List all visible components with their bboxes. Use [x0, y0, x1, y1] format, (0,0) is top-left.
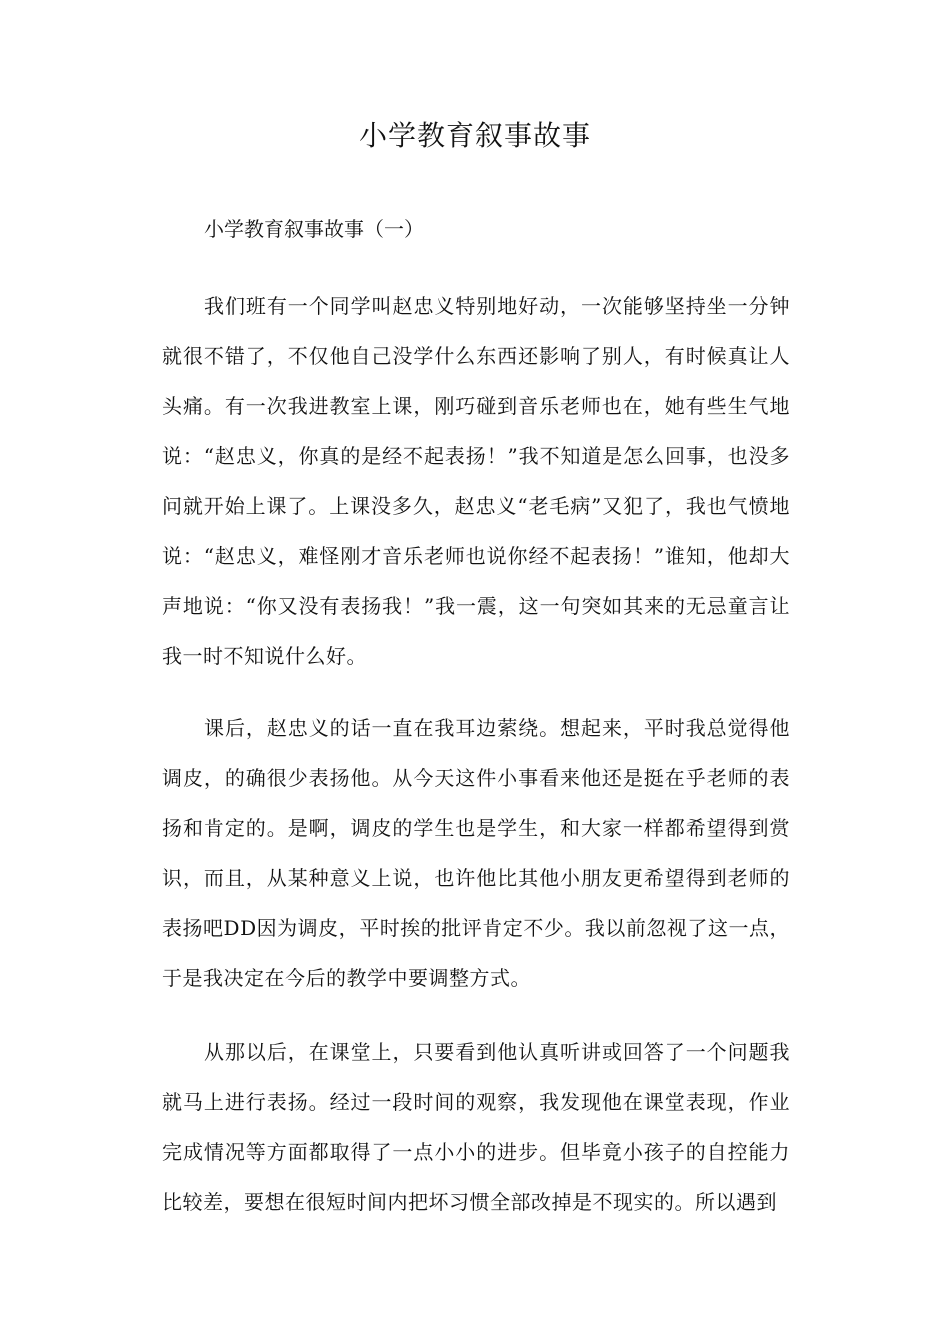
- document-title: 小学教育叙事故事: [358, 119, 591, 152]
- paragraph-1: 我们班有一个同学叫赵忠义特别地好动，一次能够坚持坐一分钟就很不错了，不仅他自己没学什么东西还影响了别人，有时候真让人头痛。有一次我进教室上课，刚巧碰到音乐老师也在，她有些生气地说：“赵忠义，你真的是经不起表扬！”我不知道是怎么回事，也没多问就开始上课了。上课没多久，赵忠义“老毛病”又犯了，我也气愤地说：“赵忠义，难怪刚才音乐老师也说你经不起表扬！”谁知，他却大声地说：“你又没有表扬我！”我一震，这一句突如其来的无忌童言让我一时不知说什么好。: [162, 294, 790, 668]
- paragraph-3: 从那以后，在课堂上，只要看到他认真听讲或回答了一个问题我就马上进行表扬。经过一段时间的观察，我发现他在课堂表现，作业完成情况等方面都取得了一点小小的进步。但毕竟小孩子的自控能力比较差，要想在很短时间内把坏习惯全部改掉是不现实的。所以遇到: [162, 1040, 790, 1214]
- paragraph-2: 课后，赵忠义的话一直在我耳边萦绕。想起来，平时我总觉得他调皮，的确很少表扬他。从今天这件小事看来他还是挺在乎老师的表扬和肯定的。是啊，调皮的学生也是学生，和大家一样都希望得到赏识，而且，从某种意义上说，也许他比其他小朋友更希望得到老师的表扬吧DD因为调皮，平时挨的批评肯定不少。我以前忽视了这一点，于是我决定在今后的教学中要调整方式。: [162, 716, 790, 990]
- section-heading: 小学教育叙事故事（一）: [204, 217, 424, 241]
